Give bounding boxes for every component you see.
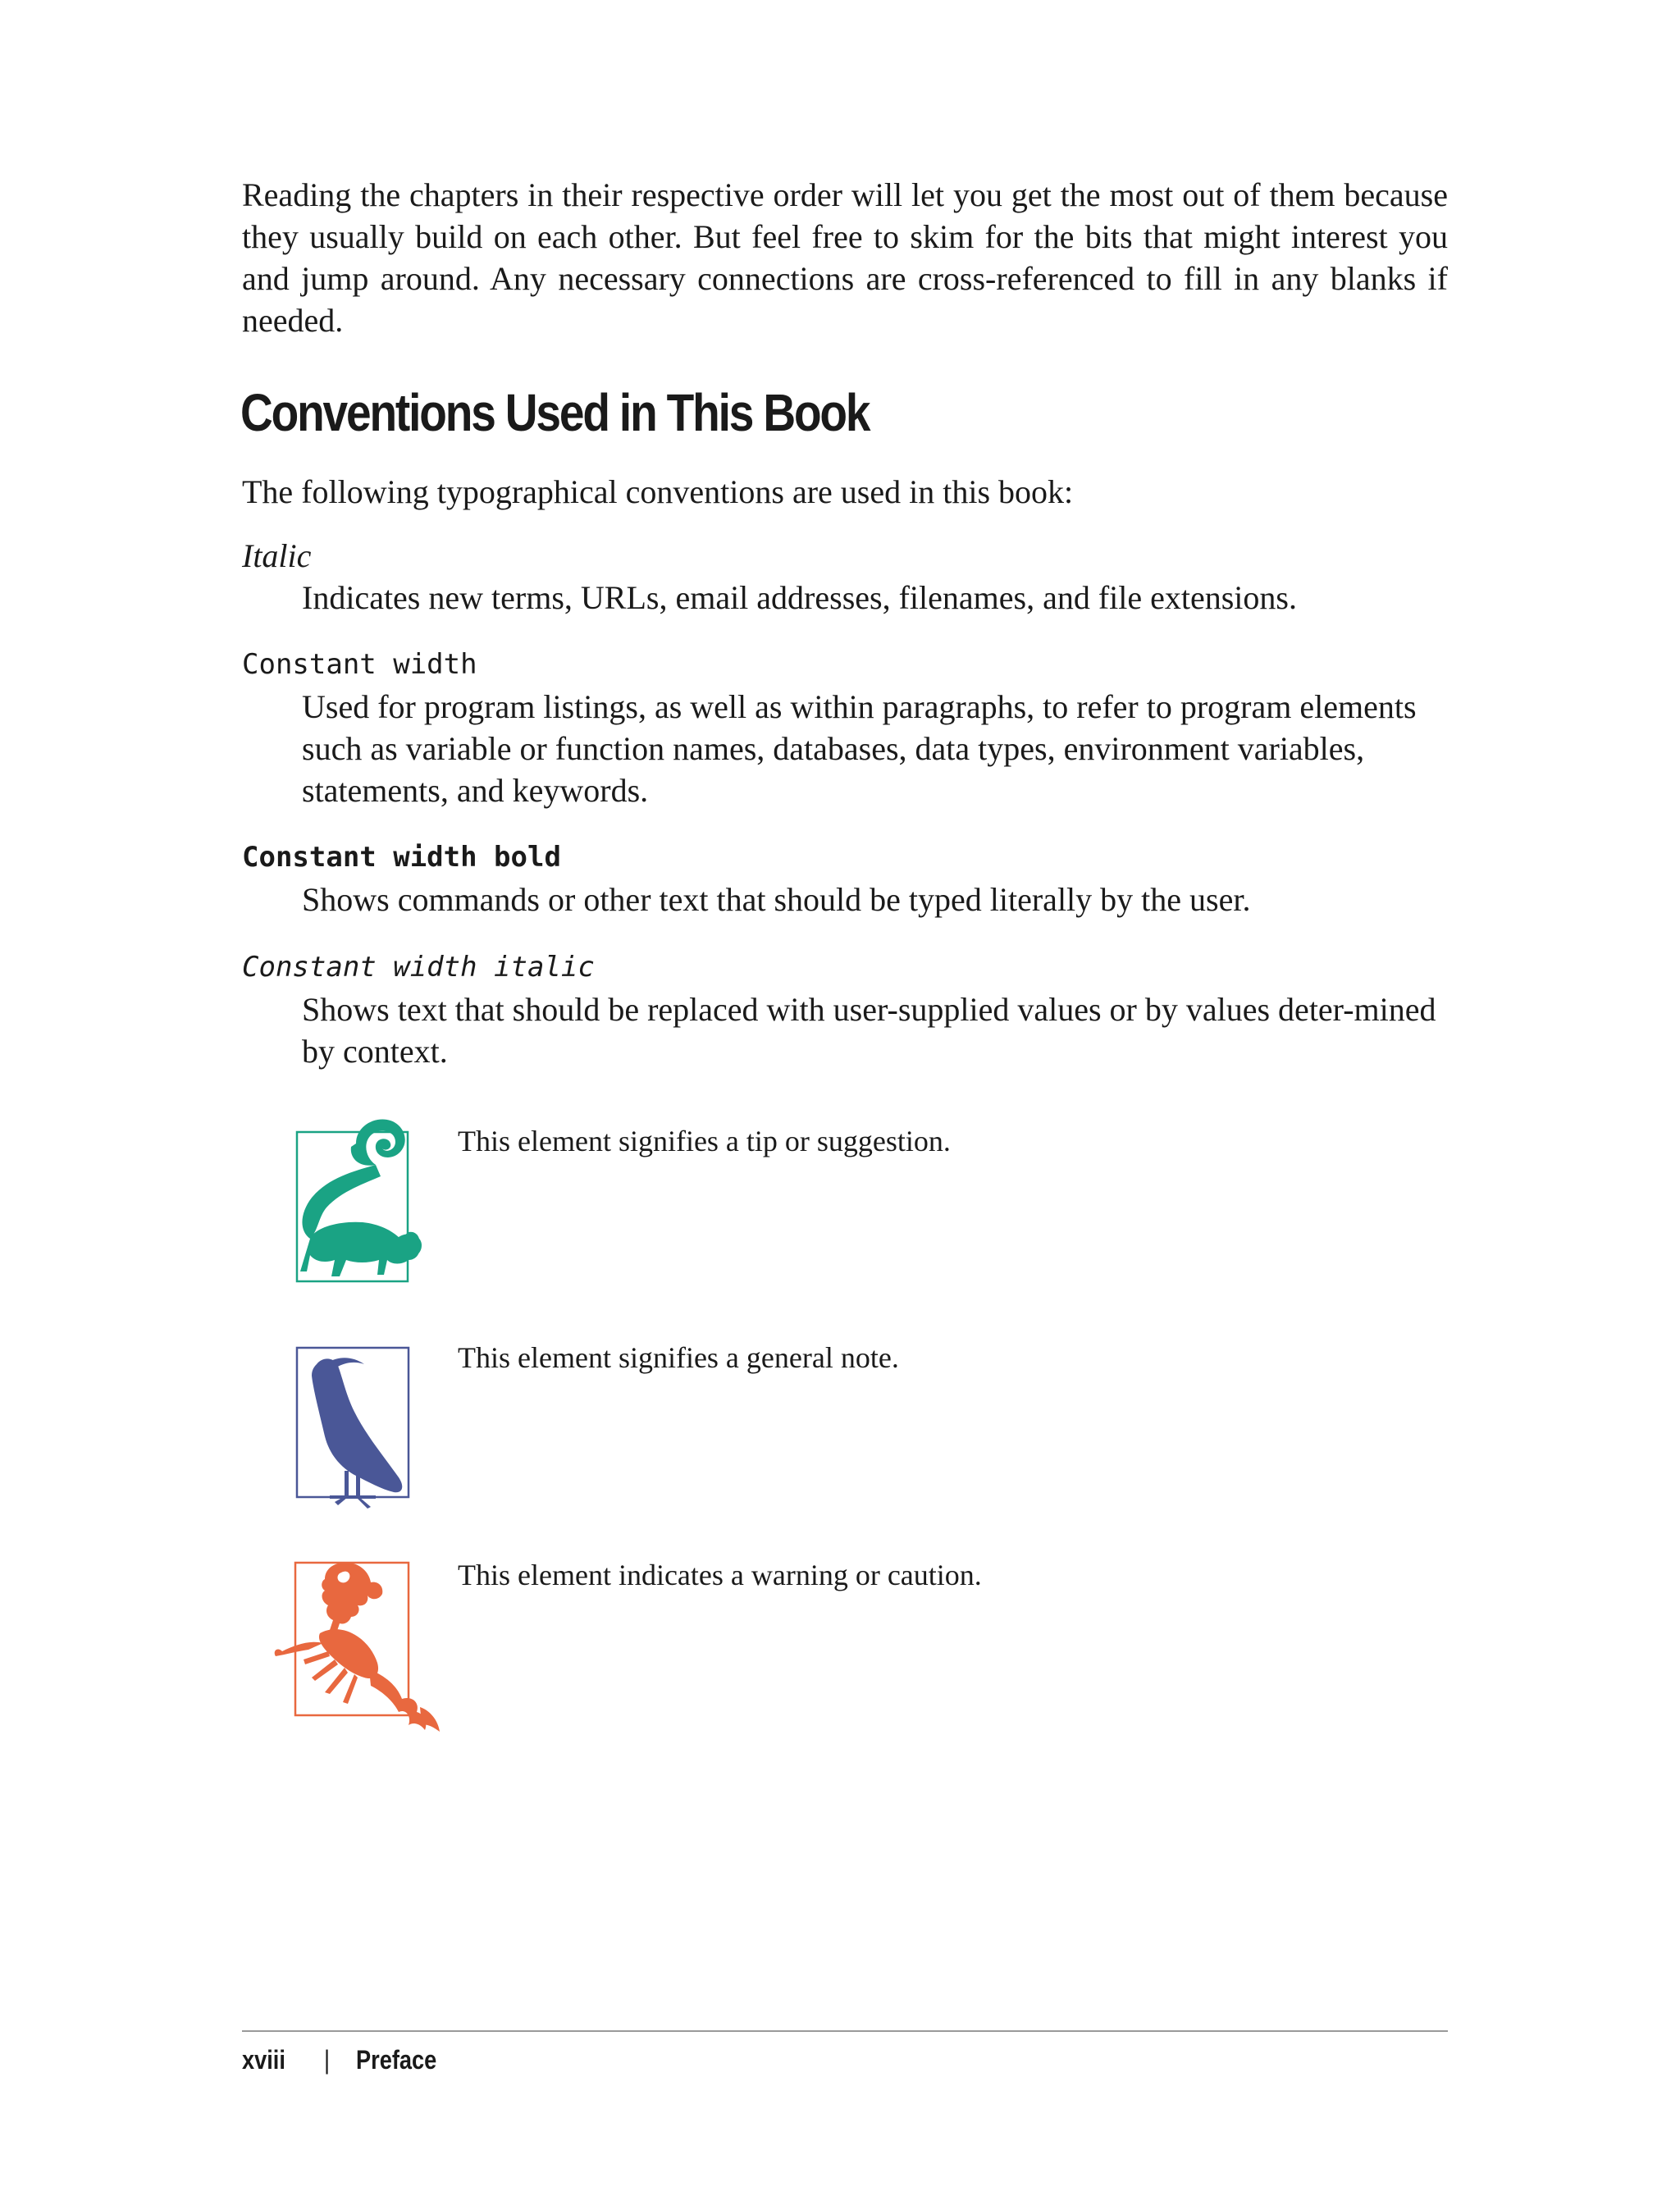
section-lead: The following typographical conventions are used in this book: bbox=[242, 473, 1074, 510]
convention-definition-italic: Indicates new terms, URLs, email addresses, filenames, and file extensions. bbox=[302, 579, 1297, 616]
page-number: xviii bbox=[242, 2045, 285, 2075]
footer-separator: | bbox=[324, 2045, 331, 2075]
footer-section: Preface bbox=[355, 2045, 436, 2075]
footer-rule bbox=[242, 2030, 1448, 2032]
note-text: This element signifies a general note. bbox=[458, 1341, 899, 1374]
warning-text: This element indicates a warning or caution. bbox=[458, 1559, 982, 1591]
tip-text: This element signifies a tip or suggestion. bbox=[458, 1125, 951, 1157]
convention-term-italic: Italic bbox=[242, 537, 312, 574]
convention-term-constant-width: Constant width bbox=[242, 648, 477, 681]
convention-term-constant-width-bold: Constant width bold bbox=[242, 841, 561, 874]
section-heading: Conventions Used in This Book bbox=[240, 383, 870, 442]
convention-definition-constant-width-italic: Shows text that should be replaced with user-supplied values or by values deter-mined by context. bbox=[302, 991, 1436, 1070]
convention-definition-constant-width: Used for program listings, as well as within paragraphs, to refer to program elements such as variable or function names, databases, data types, environment variables, statements, and keywords. bbox=[302, 688, 1417, 809]
convention-definition-constant-width-bold: Shows commands or other text that should be typed literally by the user. bbox=[302, 881, 1251, 918]
convention-term-constant-width-italic: Constant width italic bbox=[242, 951, 595, 984]
scorpion-icon bbox=[271, 1554, 451, 1743]
page-footer bbox=[242, 2041, 450, 2079]
lemur-icon bbox=[277, 1107, 425, 1288]
intro-paragraph: Reading the chapters in their respective order will let you get the most out of them because they usually build on each other. But feel free to skim for the bits that might interest you and jump around. Any necessary connections are cross-referenced to fill in any blanks if needed. bbox=[242, 176, 1448, 339]
crow-icon bbox=[277, 1333, 425, 1513]
